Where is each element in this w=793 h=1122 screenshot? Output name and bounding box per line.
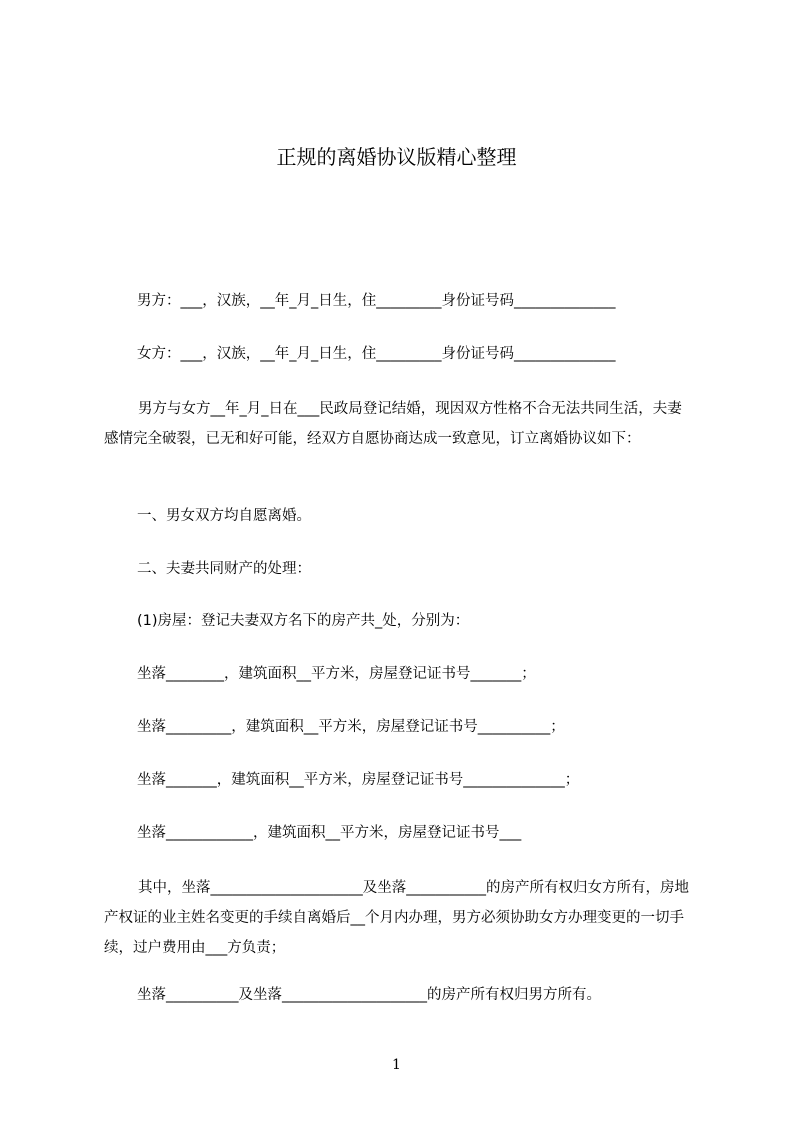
ownership-female-text: 其中，坐落_____________________及坐落___________的房产所有权归女方所有，房地产权证的业主姓名变更的手续自离婚后__个月内办理，男方必须协助女方办理变更的一切手续，过户费用由___方负责； <box>104 880 689 956</box>
property-line-3: 坐落_______，建筑面积__平方米，房屋登记证书号______________； <box>137 772 580 788</box>
housing-heading: (1)房屋：登记夫妻双方名下的房产共_处，分别为： <box>137 613 470 629</box>
property-line-1: 坐落________，建筑面积__平方米，房屋登记证书号_______； <box>137 666 536 682</box>
page-number: 1 <box>392 1057 401 1073</box>
intro-text: 男方与女方__年_月_日在___民政局登记结婚，现因双方性格不合无法共同生活，夫妻感情完全破裂，已无和好可能，经双方自愿协商达成一致意见，订立离婚协议如下： <box>104 401 682 447</box>
ownership-female-paragraph <box>104 873 696 963</box>
property-line-4: 坐落____________，建筑面积__平方米，房屋登记证书号___ <box>137 825 522 841</box>
party-female-line: 女方：___，汉族，__年_月_日生，住_________身份证号码______________ <box>137 346 616 362</box>
clause-2: 二、夫妻共同财产的处理： <box>137 561 311 577</box>
party-male-line: 男方：___，汉族，__年_月_日生，住_________身份证号码______________ <box>137 293 616 309</box>
ownership-male-line: 坐落__________及坐落____________________的房产所有权归男方所有。 <box>137 987 601 1003</box>
document-title: 正规的离婚协议版精心整理 <box>276 145 517 169</box>
clause-1: 一、男女双方均自愿离婚。 <box>137 508 311 524</box>
property-line-2: 坐落_________，建筑面积__平方米，房屋登记证书号__________； <box>137 719 565 735</box>
intro-paragraph <box>104 394 696 454</box>
